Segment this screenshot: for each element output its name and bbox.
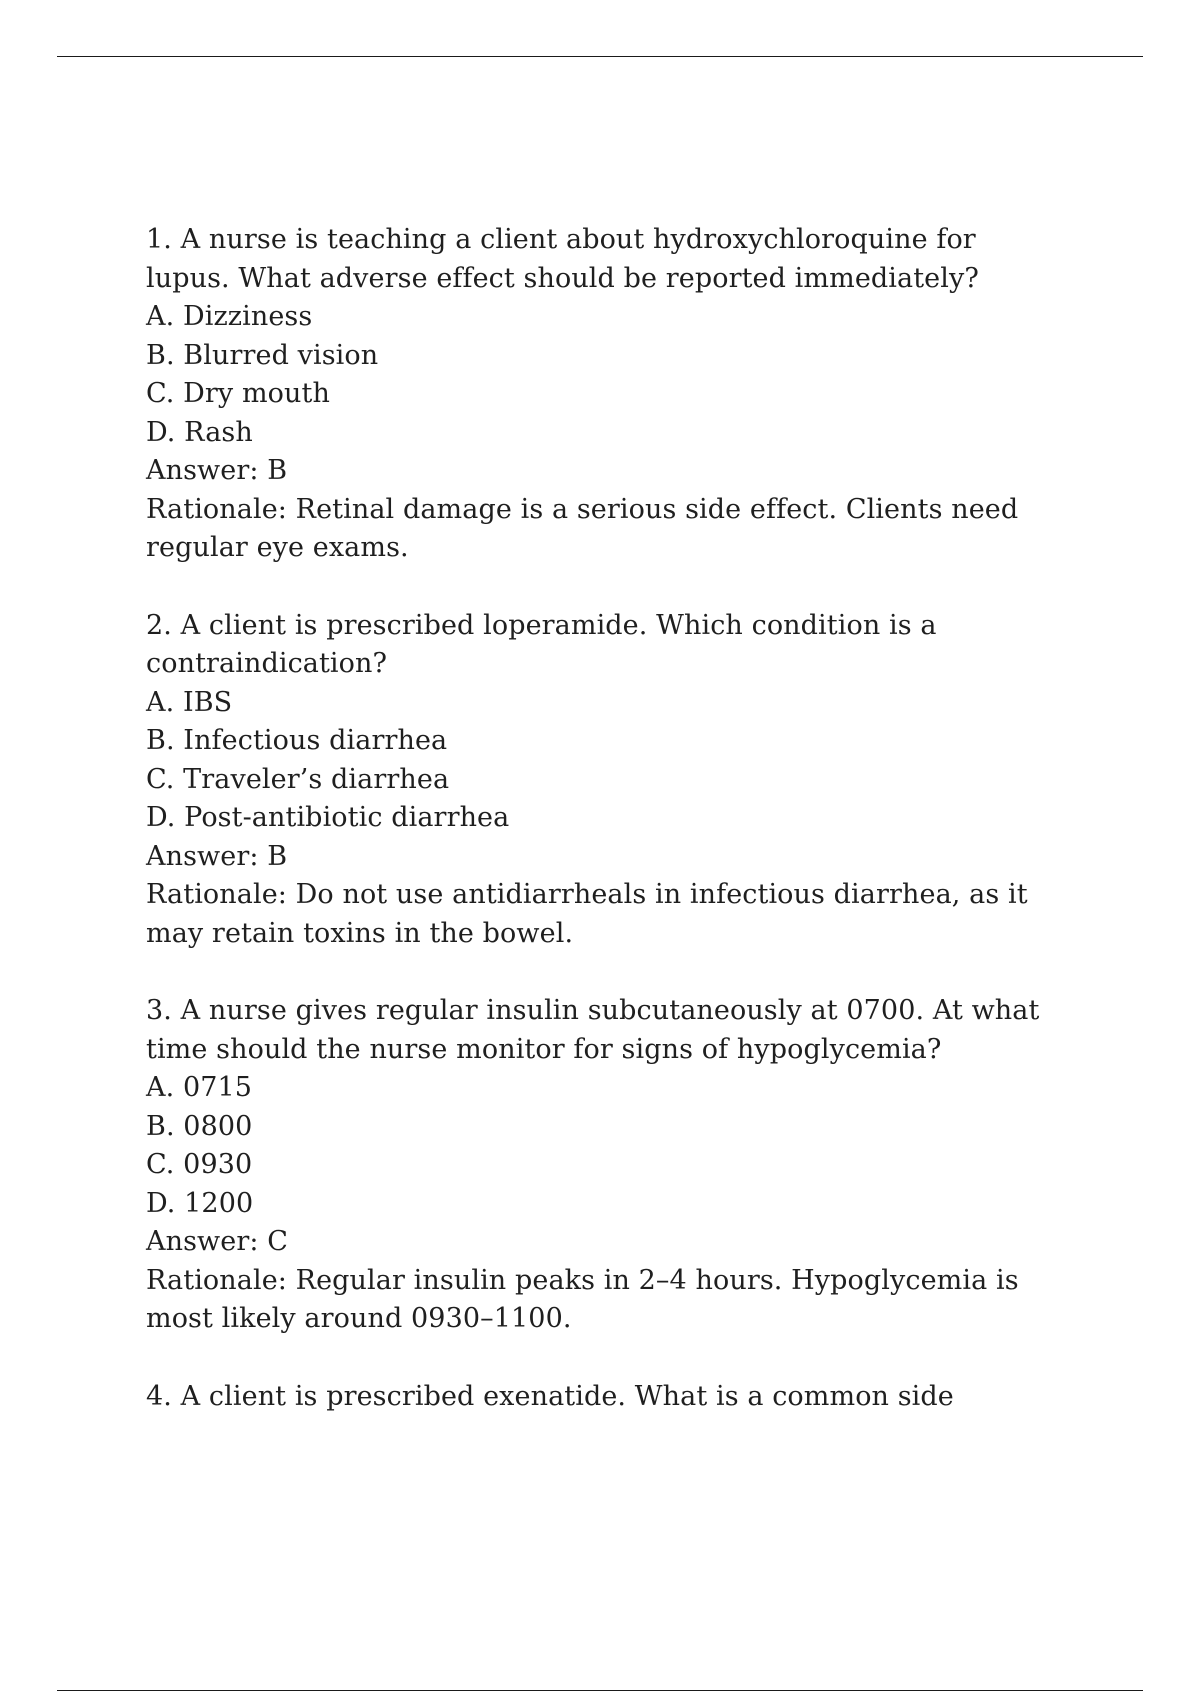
answer-option: D. Post-antibiotic diarrhea [146,802,510,833]
question-3 [146,992,1046,1339]
answer-option: C. 0930 [146,1149,253,1180]
question-4 [146,1378,1046,1417]
answer-option: A. Dizziness [146,301,313,332]
question-2 [146,607,1046,954]
rationale-line: Rationale: Do not use antidiarrheals in infectious diarrhea, as it [146,879,1028,910]
answer-option: B. Infectious diarrhea [146,725,448,756]
rationale-line: Rationale: Retinal damage is a serious side effect. Clients need [146,493,1019,525]
question-stem-line: contraindication? [146,648,388,679]
question-stem-line: 4. A client is prescribed exenatide. What is a common side [146,1380,954,1412]
rationale-line: regular eye exams. [146,532,409,563]
bottom-rule [57,1690,1143,1691]
question-stem-line: time should the nurse monitor for signs of hypoglycemia? [146,1033,942,1065]
question-stem-line: 2. A client is prescribed loperamide. Which condition is a [146,609,937,641]
document-body [146,221,1046,1455]
answer-option: A. 0715 [146,1072,253,1103]
rationale-line: Rationale: Regular insulin peaks in 2–4 hours. Hypoglycemia is [146,1264,1019,1296]
answer-option: B. Blurred vision [146,339,379,371]
rationale-line: most likely around 0930–1100. [146,1303,572,1334]
question-stem-line: 3. A nurse gives regular insulin subcutaneously at 0700. At what [146,995,1040,1026]
answer-option: C. Traveler’s diarrhea [146,763,450,795]
answer-option: D. Rash [146,416,253,448]
answer-option: C. Dry mouth [146,378,330,409]
answer-option: B. 0800 [146,1110,253,1142]
correct-answer: Answer: B [146,455,288,486]
correct-answer: Answer: C [146,1226,288,1257]
top-rule [57,56,1143,57]
correct-answer: Answer: B [146,840,288,872]
question-stem-line: 1. A nurse is teaching a client about hydroxychloroquine for [146,224,976,255]
answer-option: A. IBS [146,686,233,718]
question-1 [146,221,1046,568]
rationale-line: may retain toxins in the bowel. [146,917,574,949]
answer-option: D. 1200 [146,1187,254,1219]
question-stem-line: lupus. What adverse effect should be reported immediately? [146,262,979,294]
